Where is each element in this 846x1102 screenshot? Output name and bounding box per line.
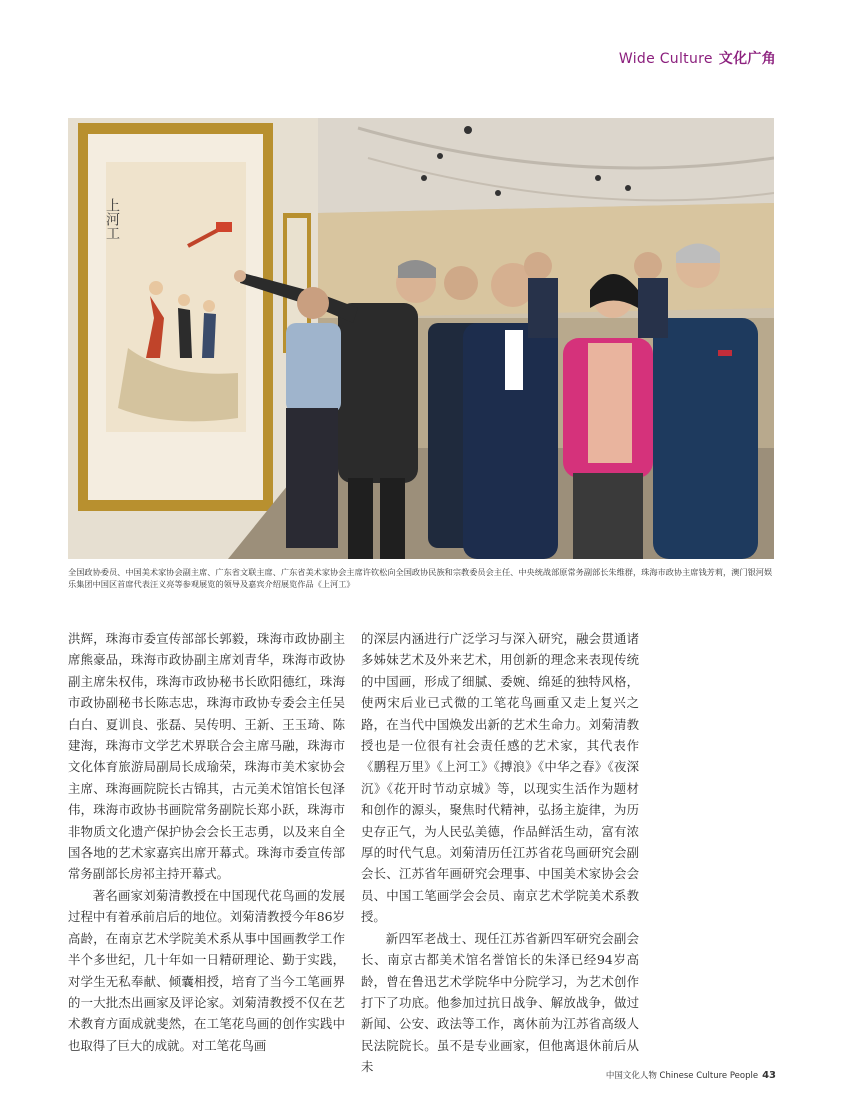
publication-name: 中国文化人物 Chinese Culture People [605,1071,759,1081]
photo-caption: 全国政协委员、中国美术家协会副主席、广东省文联主席、广东省美术家协会主席许钦松向全国政协民族和宗教委员会主任、中央统战部原常务副部长朱维群，珠海市政协主席钱芳莉，澳门银河娱乐集团中国区首席代表汪义亮等参观展览的领导及嘉宾介绍展览作品《上河工》 [68,567,773,589]
page-number: 43 [762,1070,776,1081]
article-column-right [361,628,639,1078]
section-header [619,48,776,68]
paragraph: 洪辉，珠海市委宣传部部长郭毅，珠海市政协副主席熊豪品，珠海市政协副主席刘青华，珠海市政协副主席朱权伟，珠海市政协秘书长欧阳德红，珠海市政协副秘书长陈志忠，珠海市政协专委会主任吴白白、夏训良、张磊、吴传明、王新、王玉琦、陈建海，珠海市文学艺术界联合会主席马融，珠海市文化体育旅游局副局长成瑜荣，珠海市美术家协会主席、珠海画院院长古锦其，古元美术馆馆长包泽伟，珠海市政协书画院常务副院长郑小跃，珠海市非物质文化遗产保护协会会长王志勇，以及来自全国各地的艺术家嘉宾出席开幕式。珠海市委宣传部常务副部长房祁主持开幕式。 [68,631,345,882]
painting-inscription: 上河工 [104,198,120,240]
section-title-en: Wide Culture [618,51,713,67]
paragraph: 新四军老战士、现任江苏省新四军研究会副会长、南京古都美术馆名誉馆长的朱泽已经94岁高龄，曾在鲁迅艺术学院华中分院学习，为艺术创作打下了功底。他参加过抗日战争、解放战争，做过新闻、公安、政法等工作，离休前为江苏省高级人民法院院长。虽不是专业画家，但他离退休前后从未 [361,930,639,1075]
paragraph: 的深层内涵进行广泛学习与深入研究，融会贯通诸多姊妹艺术及外来艺术，用创新的理念来表现传统的中国画，形成了细腻、委婉、绵延的独特风格，使两宋后业已式微的工笔花鸟画重又走上复兴之路，在当代中国焕发出新的艺术生命力。刘菊清教授也是一位很有社会责任感的艺术家，其代表作《鹏程万里》《上河工》《搏浪》《中华之春》《夜深沉》《花开时节动京城》等，以现实生活作为题材和创作的源头，聚焦时代精神，弘扬主旋律，为历史存正气，为人民弘美德，作品鲜活生动，富有浓厚的时代气息。刘菊清历任江苏省花鸟画研究会副会长、江苏省年画研究会理事、中国美术家协会会员、中国工笔画学会会员、南京艺术学院美术系教授。 [361,631,639,925]
page-footer [606,1069,776,1081]
exhibition-photo [68,118,774,559]
paragraph: 著名画家刘菊清教授在中国现代花鸟画的发展过程中有着承前启后的地位。刘菊清教授今年86岁高龄，在南京艺术学院美术系从事中国画教学工作半个多世纪，几十年如一日精研理论、勤于实践，对学生无私奉献、倾囊相授，培育了当今工笔画界的一大批杰出画家及评论家。刘菊清教授不仅在艺术教育方面成就斐然，在工笔花鸟画的创作实践中也取得了巨大的成就。对工笔花鸟画 [68,887,345,1053]
section-title-zh: 文化广角 [718,51,776,67]
article-column-left [68,628,345,1056]
exhibition-photo-illustration [68,118,774,559]
